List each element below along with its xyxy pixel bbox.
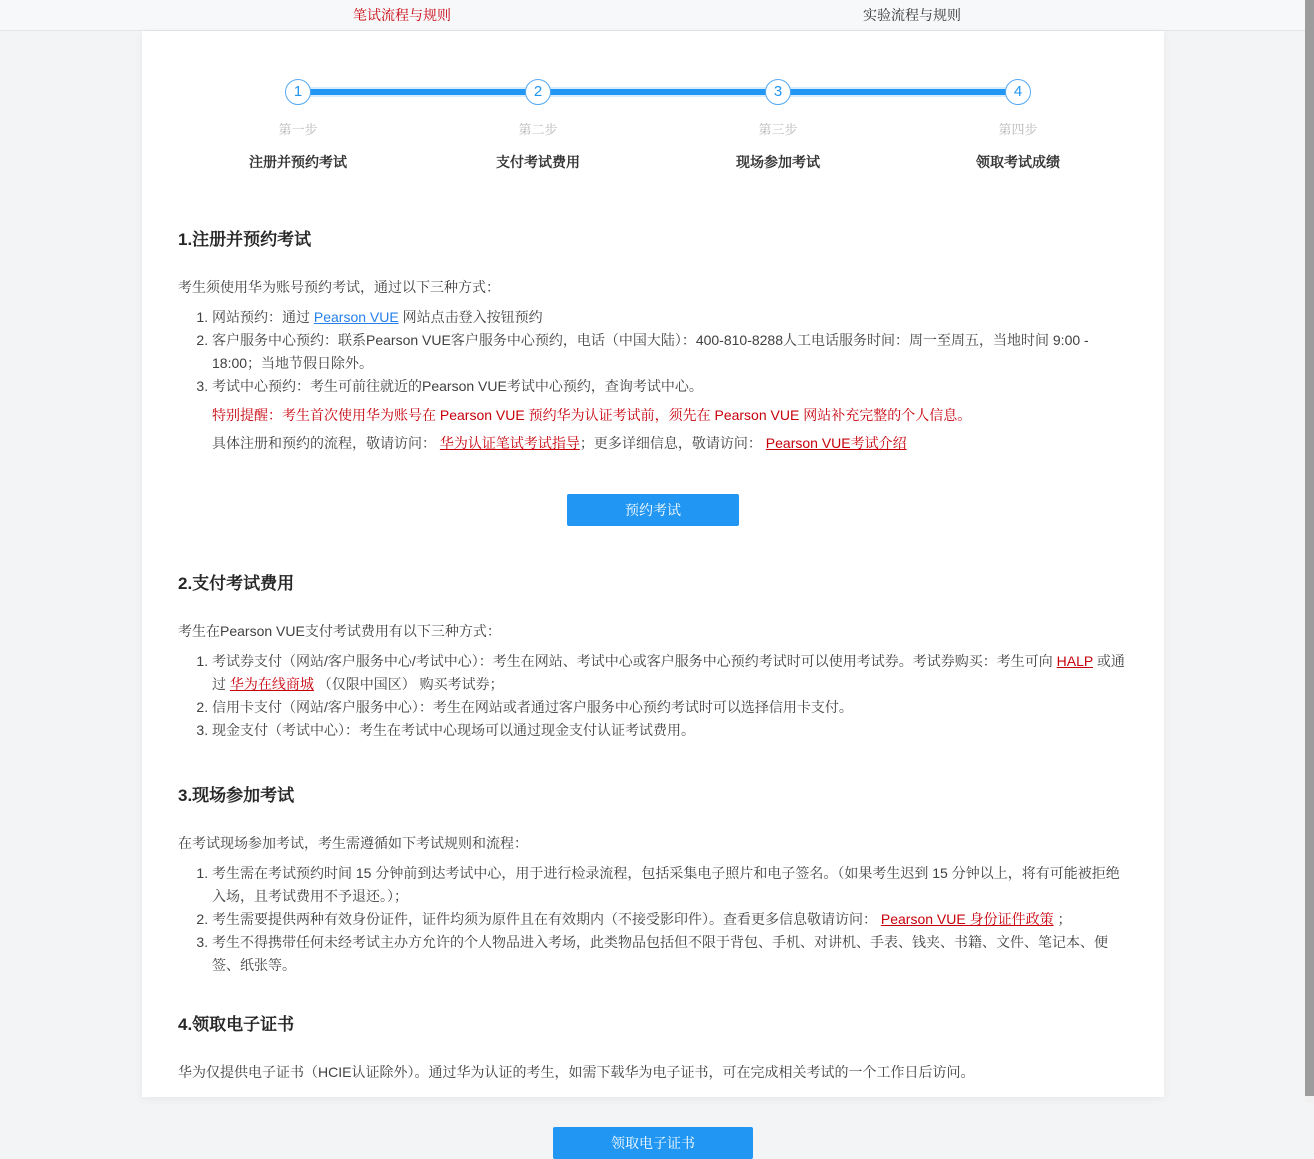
text-segment: 特别提醒：考生首次使用华为账号在 Pearson VUE 预约华为认证考试前，须先在 Pearson VUE 网站补充完整的个人信息。 bbox=[212, 407, 972, 423]
list-item bbox=[212, 650, 1128, 696]
scrollbar-thumb[interactable] bbox=[1305, 0, 1314, 1096]
inline-link[interactable]: 华为认证笔试考试指导 bbox=[439, 435, 580, 451]
special-reminder-note bbox=[212, 404, 1128, 426]
section-2-intro: 考生在Pearson VUE支付考试费用有以下三种方式： bbox=[178, 623, 501, 639]
step-3-title: 现场参加考试 bbox=[736, 154, 820, 170]
text-segment: 网站预约：通过 bbox=[212, 309, 314, 325]
step-4-sub: 第四步 bbox=[998, 122, 1038, 137]
text-segment: 考生需要提供两种有效身份证件，证件均须为原件且在有效期内（不接受影印件）。查看更多信息敬请访问： bbox=[212, 911, 881, 927]
section-pay-fee bbox=[178, 572, 1128, 742]
list-item bbox=[212, 329, 1128, 375]
exam-rules-list bbox=[178, 862, 1128, 977]
text-segment: 考生需在考试预约时间 15 分钟前到达考试中心，用于进行检录流程，包括采集电子照片和电子签名。（如果考生迟到 15 分钟以上，将有可能被拒绝入场，且考试费用不予退还。）； bbox=[212, 865, 1120, 904]
section-2-heading: 2.支付考试费用 bbox=[178, 574, 295, 593]
guide-links-note bbox=[212, 432, 1128, 454]
list-item bbox=[212, 862, 1128, 908]
content-card bbox=[142, 31, 1164, 1151]
step-1-sub: 第一步 bbox=[278, 122, 318, 137]
list-item bbox=[212, 306, 1128, 329]
section-attend-exam bbox=[178, 784, 1128, 977]
text-segment: 信用卡支付（网站/客户服务中心）：考生在网站或者通过客户服务中心预约考试时可以选择信用卡支付。 bbox=[212, 699, 853, 715]
exam-process-stepper bbox=[178, 79, 1138, 172]
inline-link[interactable]: Pearson VUE 身份证件政策 bbox=[880, 911, 1054, 927]
payment-methods-list bbox=[178, 650, 1128, 742]
step-2-sub: 第二步 bbox=[518, 122, 558, 137]
text-segment: ； bbox=[1053, 911, 1072, 927]
text-segment: 现金支付（考试中心）：考生在考试中心现场可以通过现金支付认证考试费用。 bbox=[212, 722, 695, 738]
text-segment: 考生不得携带任何未经考试主办方允许的个人物品进入考场，此类物品包括但不限于背包、手机、对讲机、手表、钱夹、书籍、文件、笔记本、便签、纸张等。 bbox=[212, 934, 1108, 973]
step-3-attend bbox=[658, 79, 898, 172]
inline-link[interactable]: Pearson VUE bbox=[313, 309, 399, 325]
reserve-exam-button[interactable]: 预约考试 bbox=[567, 494, 739, 526]
inline-link[interactable]: 华为在线商城 bbox=[229, 676, 314, 692]
text-segment: 考试券支付（网站/客户服务中心/考试中心）：考生在网站、考试中心或客户服务中心预约考试时可以使用考试券。考试券购买：考生可向 bbox=[212, 653, 1057, 669]
get-ecertificate-button[interactable]: 领取电子证书 bbox=[553, 1127, 753, 1159]
step-2-title: 支付考试费用 bbox=[496, 154, 580, 170]
step-3-circle: 3 bbox=[765, 79, 791, 105]
text-segment: 具体注册和预约的流程，敬请访问： bbox=[212, 435, 440, 451]
section-3-heading: 3.现场参加考试 bbox=[178, 786, 295, 805]
tab-written-exam-rules[interactable]: 笔试流程与规则 bbox=[353, 7, 451, 23]
list-item bbox=[212, 908, 1128, 931]
step-1-register bbox=[178, 79, 418, 172]
section-3-intro: 在考试现场参加考试，考生需遵循如下考试规则和流程： bbox=[178, 835, 528, 851]
text-segment: 考试中心预约：考生可前往就近的Pearson VUE考试中心预约，查询考试中心。 bbox=[212, 378, 703, 394]
section-get-certificate bbox=[178, 1013, 1128, 1159]
section-4-heading: 4.领取电子证书 bbox=[178, 1015, 295, 1034]
step-4-title: 领取考试成绩 bbox=[976, 154, 1060, 170]
step-4-score bbox=[898, 79, 1138, 172]
text-segment: 网站点击登入按钮预约 bbox=[398, 309, 543, 325]
tab-lab-exam-rules[interactable]: 实验流程与规则 bbox=[863, 7, 961, 23]
section-register-and-book bbox=[178, 228, 1128, 526]
step-2-circle: 2 bbox=[525, 79, 551, 105]
list-item bbox=[212, 696, 1128, 719]
section-1-heading: 1.注册并预约考试 bbox=[178, 230, 312, 249]
text-segment: （仅限中国区） 购买考试券； bbox=[313, 676, 504, 692]
inline-link[interactable]: Pearson VUE考试介绍 bbox=[765, 435, 907, 451]
step-3-sub: 第三步 bbox=[758, 122, 798, 137]
top-tab-bar bbox=[0, 0, 1314, 31]
step-1-circle: 1 bbox=[285, 79, 311, 105]
booking-methods-list bbox=[178, 306, 1128, 398]
section-4-intro: 华为仅提供电子证书（HCIE认证除外）。通过华为认证的考生，如需下载华为电子证书，可在完成相关考试的一个工作日后访问。 bbox=[178, 1064, 975, 1080]
text-segment: 客户服务中心预约：联系Pearson VUE客户服务中心预约，电话（中国大陆）：400-810-8288人工电话服务时间：周一至周五，当地时间 9:00 - 18:00；当地节假日除外。 bbox=[212, 332, 1089, 371]
step-4-circle: 4 bbox=[1005, 79, 1031, 105]
inline-link[interactable]: HALP bbox=[1056, 653, 1093, 669]
text-segment: ；更多详细信息，敬请访问： bbox=[579, 435, 766, 451]
step-1-title: 注册并预约考试 bbox=[249, 154, 347, 170]
list-item bbox=[212, 375, 1128, 398]
page-scrollbar bbox=[1305, 0, 1314, 1103]
list-item bbox=[212, 719, 1128, 742]
text-segment: 或通过 bbox=[212, 653, 1125, 692]
list-item bbox=[212, 931, 1128, 977]
step-2-pay bbox=[418, 79, 658, 172]
section-1-intro: 考生须使用华为账号预约考试，通过以下三种方式： bbox=[178, 279, 500, 295]
